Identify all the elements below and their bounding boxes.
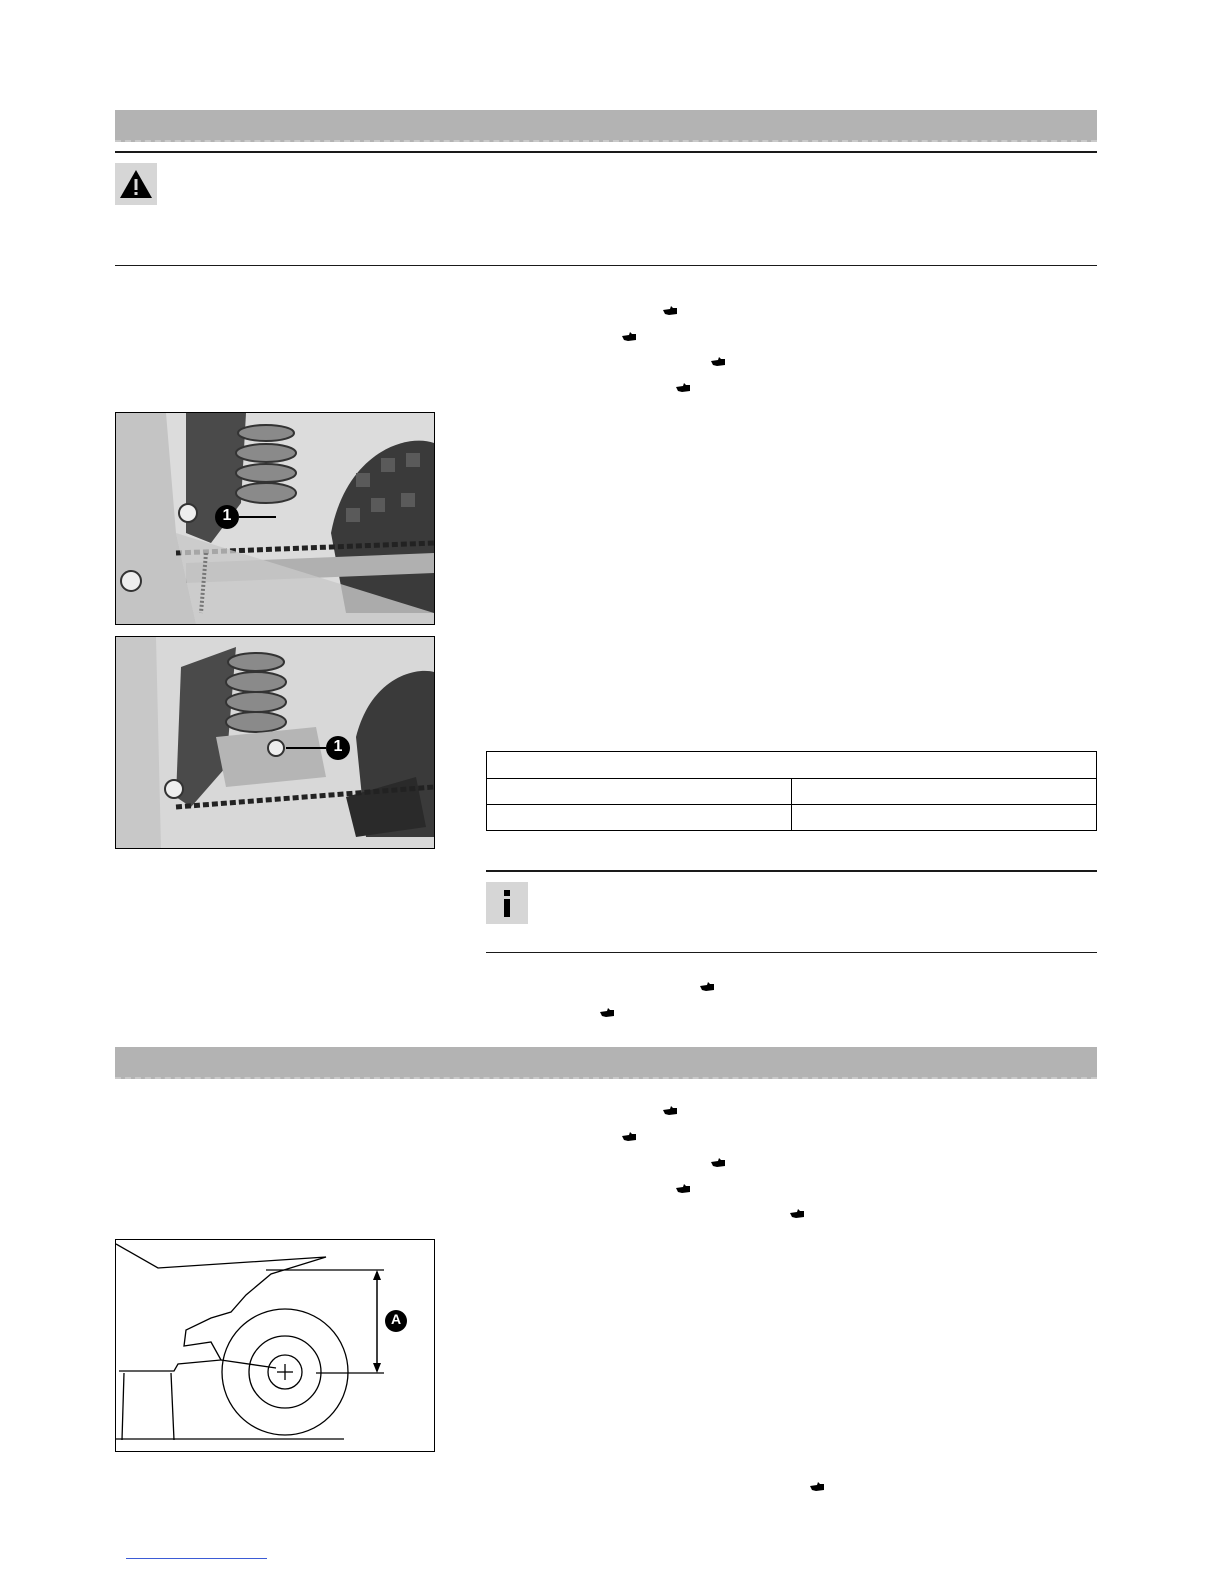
- rear-height-diagram: [115, 1239, 435, 1452]
- pointing-hand-icon[interactable]: [600, 1008, 614, 1018]
- section-header-bar: [115, 110, 1097, 142]
- spec-cell: [792, 779, 1097, 805]
- shock-absorber-photo-2: [115, 636, 435, 849]
- pointing-hand-icon[interactable]: [711, 357, 725, 367]
- callout-1: 1: [333, 738, 343, 755]
- pointing-hand-icon[interactable]: [663, 1106, 677, 1116]
- footer-link-underline[interactable]: [126, 1558, 267, 1559]
- info-icon: [486, 882, 528, 924]
- pointing-hand-icon[interactable]: [622, 1132, 636, 1142]
- pointing-hand-icon[interactable]: [810, 1482, 824, 1492]
- info-bottom-rule: [486, 952, 1097, 953]
- pointing-hand-icon[interactable]: [790, 1209, 804, 1219]
- spec-table: [486, 751, 1097, 831]
- pointing-hand-icon[interactable]: [700, 982, 714, 992]
- pointing-hand-icon[interactable]: [676, 1184, 690, 1194]
- pointing-hand-icon[interactable]: [711, 1158, 725, 1168]
- warning-bottom-rule: [115, 265, 1097, 266]
- warning-triangle-icon: [115, 163, 157, 205]
- pointing-hand-icon[interactable]: [676, 383, 690, 393]
- spec-table-header: [487, 752, 1097, 779]
- spec-cell: [487, 805, 792, 831]
- spec-cell: [487, 779, 792, 805]
- pointing-hand-icon[interactable]: [622, 332, 636, 342]
- callout-a: A: [390, 1311, 402, 1327]
- info-top-rule: [486, 870, 1097, 872]
- spec-cell: [792, 805, 1097, 831]
- callout-1: 1: [222, 507, 232, 524]
- pointing-hand-icon[interactable]: [663, 306, 677, 316]
- shock-absorber-photo-1: [115, 412, 435, 625]
- section-header-bar: [115, 1047, 1097, 1079]
- warning-top-rule: [115, 151, 1097, 153]
